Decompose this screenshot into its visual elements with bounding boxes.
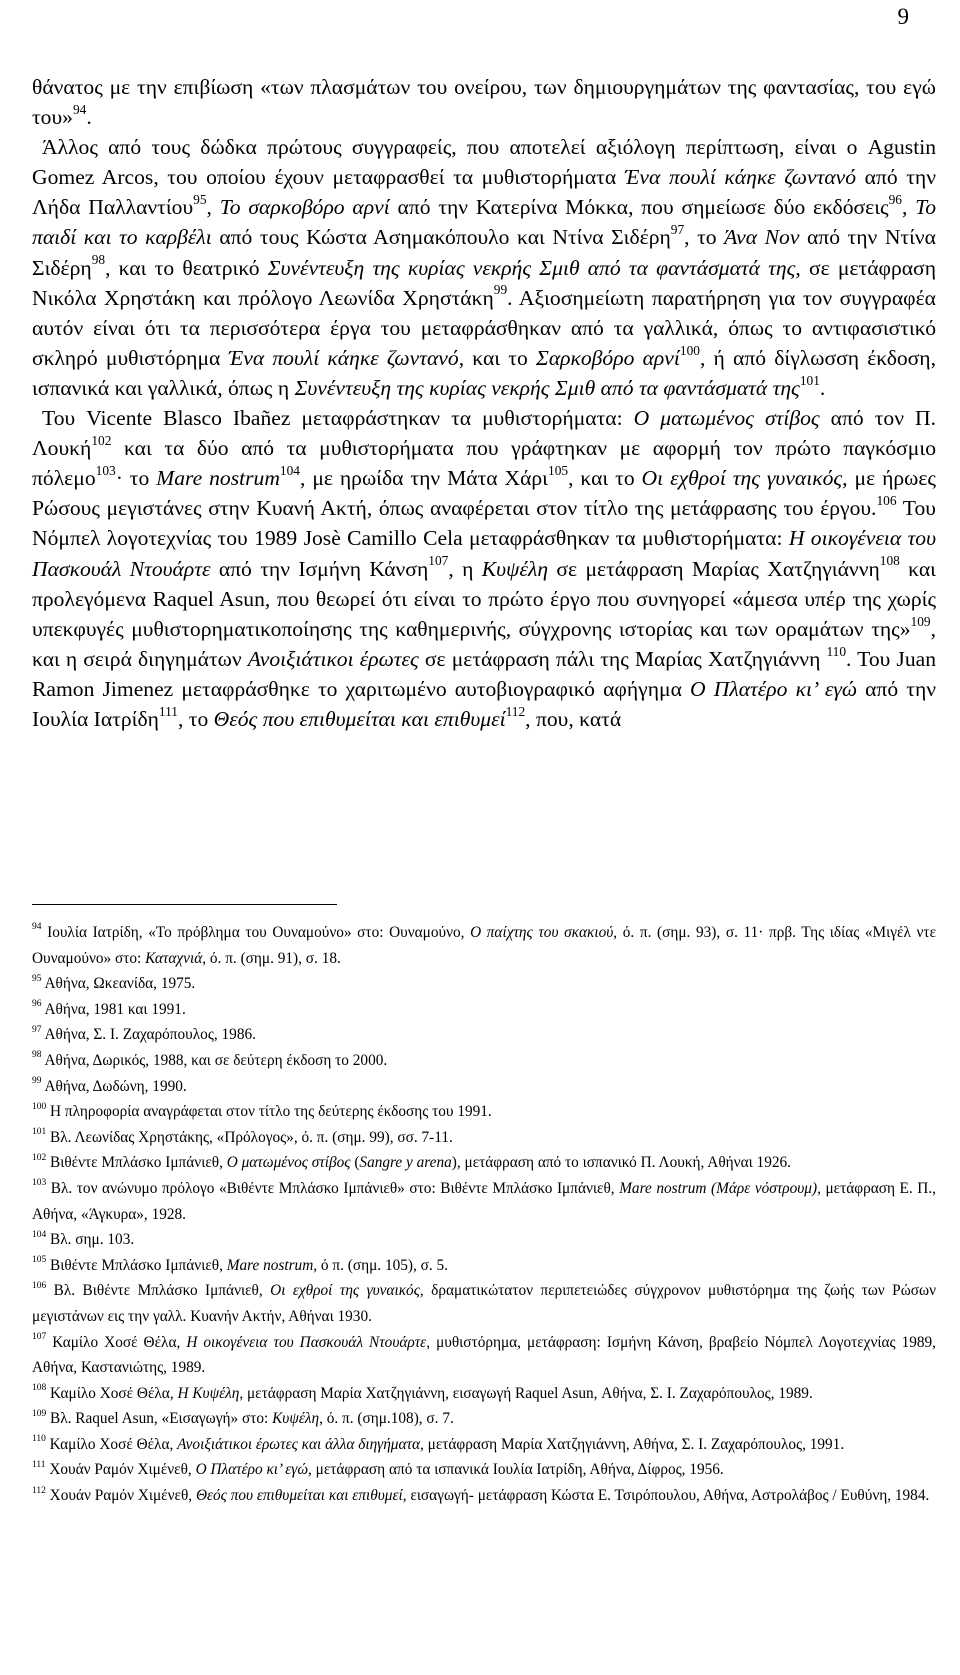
footnote-number: 108 (32, 1383, 47, 1394)
footnote-text: Αθήνα, Ωκεανίδα, 1975. (41, 975, 196, 993)
footnote-104 (32, 1227, 936, 1253)
footnote-text: Η πληροφορία αναγράφεται στον τίτλο της δεύτερης έκδοσης του 1991. (46, 1103, 492, 1121)
text-run: και το (464, 345, 536, 370)
text-run: Του Νόμπελ λογοτεχνίας του 1989 Josè Camillo Cela μεταφράσθηκαν τα μυθιστορήματα: (32, 496, 936, 551)
footnote-text: Καμίλο Χοσέ Θέλα, (45, 1435, 178, 1453)
text-run: , ή από δίγλωσση έκδοση, ισπανικά και γαλλικά, όπως η (32, 345, 936, 400)
footnote-italic: Ο παίχτης του σκακιού (470, 924, 614, 941)
title-italic: Ένα πουλί κάηκε ζωντανό, (228, 345, 465, 370)
footnote-ref-101: 101 (799, 372, 820, 388)
footnote-number: 94 (32, 922, 42, 933)
footnote-text: , ό. π. (σημ. 93), σ. 11· πρβ. Της ιδίας «Μιγέλ ντε Ουναμούνο» στο: (32, 924, 936, 967)
paragraph-1 (32, 72, 936, 132)
title-italic: Ο ματωμένος στίβος (633, 406, 820, 431)
footnote-number: 107 (32, 1331, 47, 1342)
footnote-105 (32, 1253, 936, 1279)
footnote-text: Βλ. Raquel Asun, «Εισαγωγή» στο: (46, 1410, 273, 1428)
footnote-italic: Ο ματωμένος στίβος (226, 1154, 351, 1172)
footnote-text: ( (350, 1154, 360, 1172)
footnote-text: Χουάν Ραμόν Χιμένεθ, (45, 1487, 196, 1505)
text-run: , και η σειρά διηγημάτων (32, 616, 936, 671)
text-run: σε μετάφραση Μαρίας Χατζηγιάννη (548, 556, 880, 581)
footnote-99 (32, 1074, 936, 1100)
text-run: . (86, 105, 92, 130)
title-italic: Το σαρκοβόρο αρνί (219, 195, 390, 220)
text-run: , η (448, 556, 482, 581)
footnote-text: , εισαγωγή- μετάφραση Κώστα Ε. Τσιρόπουλου, Αθήνα, Αστρολάβος / Ευθύνη, 1984. (402, 1487, 930, 1505)
footnote-number: 96 (32, 999, 42, 1010)
title-italic: Ανοιξιάτικοι έρωτες (247, 646, 419, 671)
text-run: σε μετάφραση πάλι της Μαρίας Χατζηγιάννη (418, 646, 827, 671)
title-italic: Ένα πουλί κάηκε ζωντανό (624, 165, 857, 190)
text-run: Του Vicente Blasco Ibañez μεταφράστηκαν τα μυθιστορήματα: (42, 406, 634, 431)
footnote-ref-104: 104 (279, 463, 300, 479)
footnote-110 (32, 1432, 936, 1458)
title-italic: Κυψέλη (481, 556, 549, 581)
footnote-text: Αθήνα, 1981 και 1991. (41, 1000, 186, 1018)
text-run: , με ηρωίδα την Μάτα Χάρι (299, 466, 548, 491)
footnote-text: Βλ. Βιθέντε Μπλάσκο Ιμπάνιεθ, (46, 1282, 271, 1300)
title-italic: Συνέντευξη της κυρίας νεκρής Σμιθ από τα φαντάσματά της (267, 255, 796, 280)
text-run: , το (684, 225, 725, 250)
footnote-italic: Θεός που επιθυμείται και επιθυμεί (195, 1487, 403, 1505)
footnote-number: 99 (32, 1076, 42, 1087)
footnote-94 (32, 920, 936, 971)
footnote-number: 106 (32, 1280, 47, 1291)
footnote-number: 101 (32, 1127, 47, 1138)
text-run: , το (177, 706, 214, 731)
footnote-ref-107: 107 (428, 553, 449, 569)
footnote-ref-97: 97 (670, 222, 685, 238)
title-italic: Θεός που επιθυμείται και επιθυμεί (213, 706, 506, 731)
footnote-text: , ό. π. (σημ.108), σ. 7. (319, 1410, 454, 1428)
footnote-italic: Η οικογένεια του Πασκουάλ Ντουάρτε (186, 1333, 427, 1351)
footnote-italic: Καταχνιά (145, 949, 203, 967)
footnote-103 (32, 1176, 936, 1227)
text-run: και τα δύο από τα μυθιστορήματα που γράφτηκαν με αφορμή τον πρώτο παγκόσμιο πόλεμο (32, 436, 936, 491)
title-italic: Άνα Νον (724, 225, 800, 250)
footnote-number: 110 (32, 1434, 46, 1445)
text-run: από την Λήδα Παλλαντίου (32, 165, 936, 220)
footnote-98 (32, 1048, 936, 1074)
footnote-text: Ιουλία Ιατρίδη, «Το πρόβλημα του Ουναμούνο» στο: Ουναμούνο, (41, 924, 471, 941)
footnote-96 (32, 997, 936, 1023)
footnote-text: Αθήνα, Δωρικός, 1988, και σε δεύτερη έκδοση το 2000. (41, 1051, 388, 1069)
text-run: · το (115, 466, 157, 491)
footnote-text: Βιθέντε Μπλάσκο Ιμπάνιεθ, (46, 1154, 227, 1172)
footnote-text: Χουάν Ραμόν Χιμένεθ, (45, 1461, 196, 1479)
footnote-ref-95: 95 (193, 192, 207, 208)
text-run: από την Κατερίνα Μόκκα, που σημείωσε δύο εκδόσεις (389, 195, 889, 220)
page-number: 9 (897, 4, 909, 29)
text-run: , σε μετάφραση Νικόλα Χρηστάκη και πρόλογο Λεωνίδα Χρηστάκη (32, 255, 936, 310)
text-run: , που, κατά (525, 706, 622, 731)
text-run: και προλεγόμενα Raquel Asun, που θεωρεί ότι είναι το πρώτο έργο που συνηγορεί «άμεσα υπέρ της χωρίς υπεκφυγές μυθιστορηματικοποίησης της καθημερινής, σύγχρονης ιστορίας και των οραμάτων της» (32, 556, 936, 641)
footnote-ref-108: 108 (879, 553, 900, 569)
footnote-text: , δραματικώτατον περιπετειώδες σύγχρονον μυθιστόρημα της ζωής των Ρώσων μεγιστάνων εις την γαλλ. Κυανήν Ακτήν, Αθήναι 1930. (32, 1282, 936, 1325)
paragraph-2 (32, 132, 936, 403)
footnote-separator (32, 904, 337, 905)
footnote-ref-100: 100 (679, 342, 700, 358)
footnote-ref-105: 105 (548, 463, 569, 479)
footnote-italic: Κυψέλη (272, 1410, 320, 1428)
footnote-text: Βλ. τον ανώνυμο πρόλογο «Βιθέντε Μπλάσκο Ιμπάνιεθ» στο: Βιθέντε Μπλάσκο Ιμπάνιεθ, (46, 1179, 620, 1197)
footnote-text: Βιθέντε Μπλάσκο Ιμπάνιεθ, (46, 1256, 227, 1274)
footnote-text: Αθήνα, Σ. Ι. Ζαχαρόπουλος, 1986. (41, 1026, 256, 1044)
title-italic: Η οικογένεια του Πασκουάλ Ντουάρτε (32, 526, 937, 581)
footnote-italic: Η Κυψέλη (177, 1384, 240, 1402)
title-italic: Οι εχθροί της γυναικός, (641, 466, 848, 491)
footnote-text: , ό. π. (σημ. 91), σ. 18. (202, 949, 341, 967)
title-italic: Σαρκοβόρο αρνί (535, 345, 680, 370)
footnote-number: 97 (32, 1024, 42, 1035)
title-italic: Συνέντευξη της κυρίας νεκρής Σμιθ από τα φαντάσματά της (294, 375, 800, 400)
paragraph-3 (32, 403, 936, 734)
footnote-text: Βλ. σημ. 103. (46, 1231, 135, 1249)
text-run: , (206, 195, 220, 220)
footnote-ref-98: 98 (91, 252, 106, 268)
footnote-ref-102: 102 (91, 432, 112, 448)
footnote-102 (32, 1150, 936, 1176)
title-italic: Ο Πλατέρο κι’ εγώ (690, 676, 857, 701)
footnote-text: , μετάφραση από τα ισπανικά Ιουλία Ιατρίδη, Αθήνα, Δίφρος, 1956. (308, 1461, 724, 1479)
footnote-ref-110: 110 (826, 643, 847, 659)
footnote-ref-96: 96 (888, 192, 902, 208)
text-run: . (819, 375, 826, 400)
footnote-italic: Mare nostrum, (226, 1256, 318, 1274)
footnote-ref-103: 103 (95, 463, 116, 479)
text-run: με ήρωες Ρώσους μεγιστάνες στην Κυανή Ακτή, όπως αναφέρεται στον τίτλο της μετάφρασης του έργου. (32, 466, 936, 521)
text-run: , και το (568, 466, 642, 491)
text-run: . Αξιοσημείωτη παρατήρηση για τον συγγραφέα αυτόν είναι ότι τα περισσότερα έργα του μεταφράσθηκαν από τα γαλλικά, όπως το αντιφασιστικό σκληρό μυθιστόρημα (32, 285, 936, 370)
footnote-108 (32, 1381, 936, 1407)
text-run: από τους Κώστα Ασημακόπουλο και Ντίνα Σιδέρη (211, 225, 671, 250)
footnote-101 (32, 1125, 936, 1151)
footnote-97 (32, 1022, 936, 1048)
footnote-text: Αθήνα, Δωδώνη, 1990. (41, 1077, 187, 1095)
footnote-107 (32, 1330, 936, 1381)
footnote-100 (32, 1099, 936, 1125)
footnote-ref-112: 112 (505, 703, 526, 719)
footnote-number: 109 (32, 1408, 47, 1419)
footnote-ref-94: 94 (72, 101, 87, 117)
footnote-text: , μετάφραση Μαρία Χατζηγιάννη, εισαγωγή Raquel Asun, Αθήνα, Σ. Ι. Ζαχαρόπουλος, 1989. (239, 1384, 813, 1402)
text-run: , και το θεατρικό (105, 255, 268, 280)
footnote-text: Καμίλο Χοσέ Θέλα, (46, 1384, 178, 1402)
footnote-number: 112 (32, 1485, 46, 1496)
text-run: από την Ιουλία Ιατρίδη (32, 676, 937, 731)
footnote-text: , μετάφραση Μαρία Χατζηγιάννη, Αθήνα, Σ. Ι. Ζαχαρόπουλος, 1991. (420, 1435, 845, 1453)
footnote-text: Καμίλο Χοσέ Θέλα, (46, 1333, 187, 1351)
footnote-number: 95 (32, 973, 42, 984)
text-run: θάνατος με την επιβίωση «των πλασμάτων του ονείρου, των δημιουργημάτων της φαντασίας, του εγώ του» (32, 75, 936, 130)
text-run: . Του Juan Ramon Jimenez μεταφράσθηκε το χαριτωμένο αυτοβιογραφικό αφήγημα (32, 646, 937, 701)
footnote-111 (32, 1457, 936, 1483)
text-run: από τον Π. Λουκή (32, 406, 936, 461)
footnote-ref-106: 106 (876, 493, 897, 509)
footnote-text: ό π. (σημ. 105), σ. 5. (317, 1256, 449, 1274)
main-text (32, 72, 936, 734)
footnote-ref-111: 111 (158, 703, 178, 719)
footnote-number: 104 (32, 1229, 47, 1240)
title-italic: Το παιδί και το καρβέλι (32, 195, 936, 250)
footnote-number: 105 (32, 1255, 47, 1266)
footnote-number: 100 (32, 1101, 47, 1112)
footnote-text: μετάφραση Ε. Π., Αθήνα, «Άγκυρα», 1928. (32, 1179, 936, 1223)
footnote-106 (32, 1278, 936, 1329)
footnote-number: 102 (32, 1152, 47, 1163)
footnote-text: Βλ. Λεωνίδας Χρηστάκης, «Πρόλογος», ό. π. (σημ. 99), σσ. 7-11. (46, 1128, 453, 1146)
footnote-number: 111 (32, 1459, 46, 1470)
footnote-112 (32, 1483, 936, 1509)
footnote-text: ), μετάφραση από το ισπανικό Π. Λουκή, Αθήναι 1926. (451, 1154, 791, 1172)
footnote-italic: Οι εχθροί της γυναικός (270, 1282, 420, 1300)
text-run: Άλλος από τους δώδκα πρώτους συγγραφείς, που αποτελεί αξιόλογη περίπτωση, είναι ο Agustin Gomez Arcos, του οποίου έχουν μεταφρασθεί τα μυθιστορήματα (32, 135, 936, 190)
footnote-number: 98 (32, 1050, 42, 1061)
footnote-italic: Mare nostrum (Μάρε νόστρουμ), (619, 1179, 821, 1197)
footnote-italic: Sangre y arena (359, 1154, 452, 1172)
footnote-italic: Ο Πλατέρο κι’ εγώ (195, 1461, 309, 1479)
title-italic: Mare nostrum (156, 466, 280, 491)
footnote-95 (32, 971, 936, 997)
text-run: από την Ισμήνη Κάνση (210, 556, 429, 581)
footnote-italic: Ανοιξιάτικοι έρωτες και άλλα διηγήματα (177, 1435, 420, 1453)
footnote-109 (32, 1406, 936, 1432)
footnotes (32, 920, 936, 1509)
footnote-ref-109: 109 (910, 613, 931, 629)
footnote-ref-99: 99 (493, 282, 508, 298)
footnote-text: , μυθιστόρημα, μετάφραση: Ισμήνη Κάνση, βραβείο Νόμπελ Λογοτεχνίας 1989, Αθήνα, Καστανιώτης, 1989. (32, 1333, 937, 1377)
text-run: από την Ντίνα Σιδέρη (32, 225, 936, 280)
footnote-number: 103 (32, 1178, 47, 1189)
text-run: , (901, 195, 916, 220)
